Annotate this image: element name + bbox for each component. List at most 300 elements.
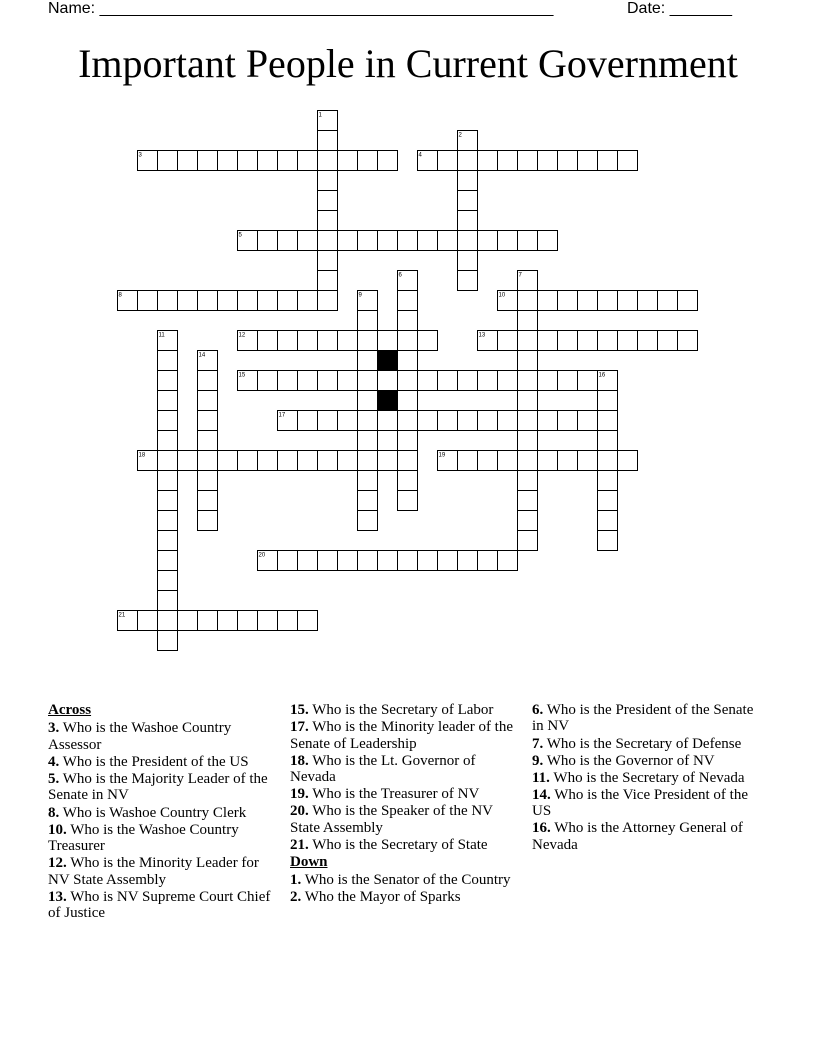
grid-cell[interactable] bbox=[578, 451, 598, 471]
grid-cell[interactable] bbox=[158, 371, 178, 391]
grid-cell[interactable] bbox=[438, 151, 458, 171]
grid-cell[interactable] bbox=[358, 371, 378, 391]
grid-cell[interactable] bbox=[158, 391, 178, 411]
grid-cell[interactable] bbox=[238, 451, 258, 471]
grid-cell[interactable] bbox=[558, 331, 578, 351]
grid-cell[interactable] bbox=[358, 551, 378, 571]
clue-column-3 bbox=[532, 702, 757, 854]
grid-cell[interactable] bbox=[318, 131, 338, 151]
grid-cell[interactable] bbox=[358, 151, 378, 171]
clue-item bbox=[290, 753, 515, 786]
grid-cell[interactable] bbox=[398, 231, 418, 251]
grid-cell[interactable] bbox=[378, 371, 398, 391]
grid-cell[interactable] bbox=[178, 611, 198, 631]
clue-number: 17. bbox=[290, 719, 309, 736]
grid-cell[interactable] bbox=[478, 231, 498, 251]
cell-number: 6 bbox=[398, 272, 402, 279]
clue-text: Who is the Governor of NV bbox=[543, 752, 715, 769]
grid-cell[interactable] bbox=[258, 611, 278, 631]
grid-cell[interactable] bbox=[278, 611, 298, 631]
grid-cell[interactable] bbox=[398, 451, 418, 471]
grid-cell[interactable] bbox=[438, 551, 458, 571]
clue-text: Who is the President of the US bbox=[59, 753, 249, 770]
clue-text: Who is the Minority Leader for NV State Assembly bbox=[48, 855, 259, 888]
cell-number: 9 bbox=[358, 292, 362, 299]
grid-cell[interactable] bbox=[558, 371, 578, 391]
grid-cell[interactable] bbox=[138, 291, 158, 311]
grid-cell[interactable] bbox=[278, 451, 298, 471]
clue-text: Who is the Attorney General of Nevada bbox=[532, 820, 743, 853]
date-field[interactable]: Date: _______ bbox=[627, 0, 732, 17]
grid-cell[interactable] bbox=[238, 291, 258, 311]
grid-cell[interactable] bbox=[518, 531, 538, 551]
cell-number: 15 bbox=[238, 372, 246, 379]
grid-cell[interactable] bbox=[258, 451, 278, 471]
grid-cell[interactable] bbox=[298, 551, 318, 571]
grid-cell[interactable] bbox=[558, 451, 578, 471]
grid-cell[interactable] bbox=[138, 611, 158, 631]
clue-text: Who is the Senator of the Country bbox=[301, 872, 511, 889]
grid-cell[interactable] bbox=[238, 611, 258, 631]
clue-item bbox=[532, 820, 757, 853]
clue-text: Who is the Secretary of Nevada bbox=[549, 769, 745, 786]
grid-cell[interactable] bbox=[458, 411, 478, 431]
grid-cell[interactable] bbox=[418, 551, 438, 571]
grid-cell[interactable] bbox=[258, 331, 278, 351]
cell-number: 17 bbox=[278, 412, 286, 419]
grid-cell[interactable] bbox=[538, 451, 558, 471]
grid-cell[interactable] bbox=[278, 291, 298, 311]
cell-number: 3 bbox=[138, 152, 142, 159]
grid-cell[interactable] bbox=[598, 291, 618, 311]
cell-number: 14 bbox=[198, 352, 206, 359]
cell-number: 18 bbox=[138, 452, 146, 459]
clue-item bbox=[48, 822, 273, 855]
grid-cell[interactable] bbox=[178, 291, 198, 311]
grid-cell[interactable] bbox=[278, 331, 298, 351]
clue-item bbox=[290, 872, 515, 888]
grid-cell[interactable] bbox=[378, 331, 398, 351]
grid-cell[interactable] bbox=[358, 451, 378, 471]
clue-item bbox=[290, 719, 515, 752]
grid-cell[interactable] bbox=[198, 411, 218, 431]
grid-cell[interactable] bbox=[258, 371, 278, 391]
clue-item bbox=[290, 889, 515, 905]
grid-cell[interactable] bbox=[638, 291, 658, 311]
grid-cell[interactable] bbox=[458, 151, 478, 171]
grid-cell[interactable] bbox=[338, 231, 358, 251]
grid-cell[interactable] bbox=[598, 151, 618, 171]
grid-cell[interactable] bbox=[518, 331, 538, 351]
grid-cell[interactable] bbox=[498, 231, 518, 251]
grid-cell[interactable] bbox=[218, 151, 238, 171]
grid-cell[interactable] bbox=[318, 191, 338, 211]
clue-text: Who is the Vice President of the US bbox=[532, 786, 749, 820]
clue-text: Who is Washoe Country Clerk bbox=[59, 804, 247, 821]
clue-item bbox=[532, 702, 757, 735]
clue-item bbox=[48, 771, 273, 804]
grid-cell[interactable] bbox=[158, 291, 178, 311]
grid-cell[interactable] bbox=[498, 551, 518, 571]
grid-cell[interactable] bbox=[398, 391, 418, 411]
grid-cell[interactable] bbox=[158, 631, 178, 651]
grid-cell[interactable] bbox=[538, 291, 558, 311]
grid-cell[interactable] bbox=[518, 511, 538, 531]
clue-number: 13. bbox=[48, 888, 67, 905]
grid-cell[interactable] bbox=[458, 211, 478, 231]
grid-cell[interactable] bbox=[198, 371, 218, 391]
black-cell bbox=[378, 351, 398, 371]
grid-cell[interactable] bbox=[358, 511, 378, 531]
grid-cell[interactable] bbox=[518, 491, 538, 511]
clue-number: 11. bbox=[532, 769, 550, 786]
grid-cell[interactable] bbox=[458, 551, 478, 571]
grid-cell[interactable] bbox=[598, 391, 618, 411]
grid-cell[interactable] bbox=[678, 291, 698, 311]
grid-cell[interactable] bbox=[498, 331, 518, 351]
grid-cell[interactable] bbox=[398, 491, 418, 511]
name-field[interactable]: Name: ___________________________________________________ bbox=[48, 0, 554, 17]
grid-cell[interactable] bbox=[518, 431, 538, 451]
grid-cell[interactable] bbox=[278, 551, 298, 571]
clue-number: 3. bbox=[48, 720, 60, 737]
grid-cell[interactable] bbox=[598, 451, 618, 471]
clue-number: 20. bbox=[290, 803, 309, 820]
clue-text: Who the Mayor of Sparks bbox=[301, 889, 461, 906]
black-cell bbox=[378, 391, 398, 411]
grid-cell[interactable] bbox=[158, 551, 178, 571]
clue-text: Who is the Majority Leader of the Senate in NV bbox=[48, 771, 268, 804]
clue-item bbox=[48, 855, 273, 888]
grid-cell[interactable] bbox=[418, 371, 438, 391]
grid-cell[interactable] bbox=[398, 411, 418, 431]
grid-cell[interactable] bbox=[218, 451, 238, 471]
down-heading: Down bbox=[290, 853, 328, 870]
clue-number: 8. bbox=[48, 804, 60, 821]
clue-number: 4. bbox=[48, 753, 60, 770]
clue-number: 2. bbox=[290, 889, 302, 906]
grid-cell[interactable] bbox=[578, 411, 598, 431]
grid-cell[interactable] bbox=[158, 431, 178, 451]
cell-number: 11 bbox=[158, 332, 165, 339]
clue-number: 19. bbox=[290, 786, 309, 803]
grid-cell[interactable] bbox=[518, 471, 538, 491]
grid-cell[interactable] bbox=[298, 611, 318, 631]
cell-number: 2 bbox=[458, 132, 462, 139]
grid-cell[interactable] bbox=[298, 451, 318, 471]
cell-number: 20 bbox=[258, 552, 266, 559]
grid-cell[interactable] bbox=[398, 471, 418, 491]
grid-cell[interactable] bbox=[258, 151, 278, 171]
grid-cell[interactable] bbox=[158, 571, 178, 591]
cell-number: 10 bbox=[498, 292, 506, 299]
grid-cell[interactable] bbox=[378, 151, 398, 171]
clue-column-2 bbox=[290, 702, 515, 906]
grid-cell[interactable] bbox=[398, 551, 418, 571]
clue-number: 7. bbox=[532, 735, 544, 752]
clue-text: Who is the Speaker of the NV State Assembly bbox=[290, 803, 493, 836]
grid-cell[interactable] bbox=[518, 291, 538, 311]
grid-cell[interactable] bbox=[158, 151, 178, 171]
grid-cell[interactable] bbox=[358, 351, 378, 371]
clue-text: Who is the Washoe Country Assessor bbox=[48, 720, 232, 753]
clue-item bbox=[532, 736, 757, 752]
grid-cell[interactable] bbox=[318, 291, 338, 311]
cell-number: 1 bbox=[318, 112, 322, 119]
clue-text: Who is NV Supreme Court Chief of Justice bbox=[48, 888, 271, 921]
across-heading: Across bbox=[48, 702, 92, 718]
grid-cell[interactable] bbox=[618, 151, 638, 171]
clue-number: 9. bbox=[532, 752, 544, 769]
clue-item bbox=[290, 837, 515, 853]
grid-cell[interactable] bbox=[358, 231, 378, 251]
grid-cell[interactable] bbox=[158, 591, 178, 611]
clue-text: Who is the President of the Senate in NV bbox=[532, 702, 754, 735]
grid-cell[interactable] bbox=[538, 231, 558, 251]
grid-cell[interactable] bbox=[318, 451, 338, 471]
clue-number: 6. bbox=[532, 702, 544, 718]
clue-text: Who is the Secretary of State bbox=[308, 836, 488, 853]
clue-text: Who is the Minority leader of the Senate of Leadership bbox=[290, 719, 514, 752]
grid-cell[interactable] bbox=[658, 291, 678, 311]
clue-number: 1. bbox=[290, 872, 302, 889]
grid-cell[interactable] bbox=[298, 231, 318, 251]
grid-cell[interactable] bbox=[398, 331, 418, 351]
grid-cell[interactable] bbox=[398, 351, 418, 371]
cell-number: 19 bbox=[438, 452, 446, 459]
grid-cell[interactable] bbox=[158, 511, 178, 531]
grid-cell[interactable] bbox=[278, 371, 298, 391]
grid-cell[interactable] bbox=[198, 471, 218, 491]
grid-cell[interactable] bbox=[458, 451, 478, 471]
grid-cell[interactable] bbox=[318, 271, 338, 291]
grid-cell[interactable] bbox=[478, 411, 498, 431]
grid-cell[interactable] bbox=[598, 471, 618, 491]
grid-cell[interactable] bbox=[618, 451, 638, 471]
grid-cell[interactable] bbox=[578, 291, 598, 311]
grid-cell[interactable] bbox=[518, 391, 538, 411]
grid-cell[interactable] bbox=[418, 331, 438, 351]
grid-cell[interactable] bbox=[158, 611, 178, 631]
grid-cell[interactable] bbox=[618, 291, 638, 311]
clue-item bbox=[48, 889, 273, 922]
grid-cell[interactable] bbox=[278, 151, 298, 171]
grid-cell[interactable] bbox=[518, 151, 538, 171]
grid-cell[interactable] bbox=[458, 231, 478, 251]
clue-item bbox=[48, 754, 273, 770]
grid-cell[interactable] bbox=[318, 231, 338, 251]
grid-cell[interactable] bbox=[538, 411, 558, 431]
grid-cell[interactable] bbox=[458, 171, 478, 191]
clue-item bbox=[290, 786, 515, 802]
grid-cell[interactable] bbox=[678, 331, 698, 351]
grid-cell[interactable] bbox=[558, 291, 578, 311]
grid-cell[interactable] bbox=[198, 491, 218, 511]
clue-number: 15. bbox=[290, 702, 309, 718]
grid-cell[interactable] bbox=[518, 351, 538, 371]
grid-cell[interactable] bbox=[518, 231, 538, 251]
grid-cell[interactable] bbox=[458, 271, 478, 291]
clue-number: 14. bbox=[532, 786, 551, 803]
grid-cell[interactable] bbox=[178, 451, 198, 471]
grid-cell[interactable] bbox=[198, 451, 218, 471]
grid-cell[interactable] bbox=[338, 151, 358, 171]
clue-number: 21. bbox=[290, 836, 309, 853]
grid-cell[interactable] bbox=[578, 331, 598, 351]
grid-cell[interactable] bbox=[538, 151, 558, 171]
grid-cell[interactable] bbox=[158, 451, 178, 471]
grid-cell[interactable] bbox=[258, 231, 278, 251]
grid-cell[interactable] bbox=[178, 151, 198, 171]
grid-cell[interactable] bbox=[358, 391, 378, 411]
grid-cell[interactable] bbox=[498, 371, 518, 391]
grid-cell[interactable] bbox=[358, 491, 378, 511]
grid-cell[interactable] bbox=[498, 151, 518, 171]
grid-cell[interactable] bbox=[298, 411, 318, 431]
grid-cell[interactable] bbox=[658, 331, 678, 351]
grid-cell[interactable] bbox=[258, 291, 278, 311]
grid-cell[interactable] bbox=[518, 411, 538, 431]
grid-cell[interactable] bbox=[478, 371, 498, 391]
grid-cell[interactable] bbox=[198, 611, 218, 631]
grid-cell[interactable] bbox=[398, 311, 418, 331]
grid-cell[interactable] bbox=[198, 151, 218, 171]
grid-cell[interactable] bbox=[598, 511, 618, 531]
grid-cell[interactable] bbox=[318, 171, 338, 191]
clue-number: 12. bbox=[48, 855, 67, 872]
grid-cell[interactable] bbox=[198, 291, 218, 311]
grid-cell[interactable] bbox=[598, 431, 618, 451]
grid-cell[interactable] bbox=[598, 491, 618, 511]
grid-cell[interactable] bbox=[358, 331, 378, 351]
grid-cell[interactable] bbox=[458, 191, 478, 211]
grid-cell[interactable] bbox=[358, 431, 378, 451]
grid-cell[interactable] bbox=[158, 411, 178, 431]
clue-text: Who is the Secretary of Labor bbox=[308, 702, 494, 718]
grid-cell[interactable] bbox=[218, 291, 238, 311]
cell-number: 12 bbox=[238, 332, 246, 339]
grid-cell[interactable] bbox=[498, 451, 518, 471]
grid-cell[interactable] bbox=[298, 151, 318, 171]
clue-number: 5. bbox=[48, 771, 60, 787]
grid-cell[interactable] bbox=[498, 411, 518, 431]
clue-text: Who is the Treasurer of NV bbox=[308, 786, 480, 803]
clue-item bbox=[532, 787, 757, 820]
grid-cell[interactable] bbox=[318, 551, 338, 571]
grid-cell[interactable] bbox=[318, 331, 338, 351]
grid-cell[interactable] bbox=[418, 231, 438, 251]
grid-cell[interactable] bbox=[578, 371, 598, 391]
clue-column-1 bbox=[48, 702, 273, 922]
grid-cell[interactable] bbox=[358, 471, 378, 491]
grid-cell[interactable] bbox=[378, 451, 398, 471]
grid-cell[interactable] bbox=[478, 151, 498, 171]
grid-cell[interactable] bbox=[398, 291, 418, 311]
grid-cell[interactable] bbox=[618, 331, 638, 351]
grid-cell[interactable] bbox=[378, 411, 398, 431]
grid-cell[interactable] bbox=[218, 611, 238, 631]
clue-item bbox=[48, 805, 273, 821]
grid-cell[interactable] bbox=[318, 211, 338, 231]
clue-text: Who is the Secretary of Defense bbox=[543, 735, 742, 752]
grid-cell[interactable] bbox=[518, 311, 538, 331]
grid-cell[interactable] bbox=[478, 451, 498, 471]
grid-cell[interactable] bbox=[518, 371, 538, 391]
cell-number: 5 bbox=[238, 232, 242, 239]
clue-number: 10. bbox=[48, 821, 67, 838]
clue-item bbox=[532, 770, 757, 786]
grid-cell[interactable] bbox=[338, 411, 358, 431]
grid-cell[interactable] bbox=[578, 151, 598, 171]
grid-cell[interactable] bbox=[458, 251, 478, 271]
grid-cell[interactable] bbox=[278, 231, 298, 251]
grid-cell[interactable] bbox=[318, 371, 338, 391]
grid-cell[interactable] bbox=[558, 411, 578, 431]
grid-cell[interactable] bbox=[478, 551, 498, 571]
grid-cell[interactable] bbox=[378, 231, 398, 251]
clue-item bbox=[48, 720, 273, 753]
grid-cell[interactable] bbox=[558, 151, 578, 171]
grid-cell[interactable] bbox=[338, 331, 358, 351]
grid-cell[interactable] bbox=[158, 531, 178, 551]
grid-cell[interactable] bbox=[298, 331, 318, 351]
grid-cell[interactable] bbox=[538, 331, 558, 351]
grid-cell[interactable] bbox=[198, 391, 218, 411]
grid-cell[interactable] bbox=[198, 431, 218, 451]
grid-cell[interactable] bbox=[438, 371, 458, 391]
grid-cell[interactable] bbox=[338, 551, 358, 571]
grid-cell[interactable] bbox=[438, 231, 458, 251]
cell-number: 16 bbox=[598, 372, 606, 379]
cell-number: 21 bbox=[118, 612, 126, 619]
grid-cell[interactable] bbox=[158, 491, 178, 511]
grid-cell[interactable] bbox=[598, 411, 618, 431]
grid-cell[interactable] bbox=[398, 431, 418, 451]
grid-cell[interactable] bbox=[438, 411, 458, 431]
grid-cell[interactable] bbox=[298, 371, 318, 391]
grid-cell[interactable] bbox=[538, 371, 558, 391]
grid-cell[interactable] bbox=[638, 331, 658, 351]
grid-cell[interactable] bbox=[158, 471, 178, 491]
grid-cell[interactable] bbox=[198, 511, 218, 531]
grid-cell[interactable] bbox=[518, 451, 538, 471]
grid-cell[interactable] bbox=[598, 331, 618, 351]
puzzle-title: Important People in Current Government bbox=[78, 41, 738, 86]
cell-number: 7 bbox=[518, 272, 522, 279]
clue-item bbox=[290, 803, 515, 836]
grid-cell[interactable] bbox=[338, 371, 358, 391]
cell-number: 8 bbox=[118, 292, 122, 299]
grid-cell[interactable] bbox=[418, 411, 438, 431]
grid-cell[interactable] bbox=[338, 451, 358, 471]
grid-cell[interactable] bbox=[318, 151, 338, 171]
clue-list bbox=[48, 702, 768, 1002]
grid-cell[interactable] bbox=[358, 411, 378, 431]
grid-cell[interactable] bbox=[378, 551, 398, 571]
grid-cell[interactable] bbox=[318, 411, 338, 431]
grid-cell[interactable] bbox=[318, 251, 338, 271]
grid-cell[interactable] bbox=[358, 311, 378, 331]
grid-cell[interactable] bbox=[458, 371, 478, 391]
clue-number: 16. bbox=[532, 820, 551, 837]
grid-cell[interactable] bbox=[398, 371, 418, 391]
grid-cell[interactable] bbox=[238, 151, 258, 171]
clue-number: 18. bbox=[290, 752, 309, 769]
grid-cell[interactable] bbox=[298, 291, 318, 311]
grid-cell[interactable] bbox=[158, 351, 178, 371]
grid-cell[interactable] bbox=[598, 531, 618, 551]
clue-text: Who is the Washoe Country Treasurer bbox=[48, 821, 239, 854]
